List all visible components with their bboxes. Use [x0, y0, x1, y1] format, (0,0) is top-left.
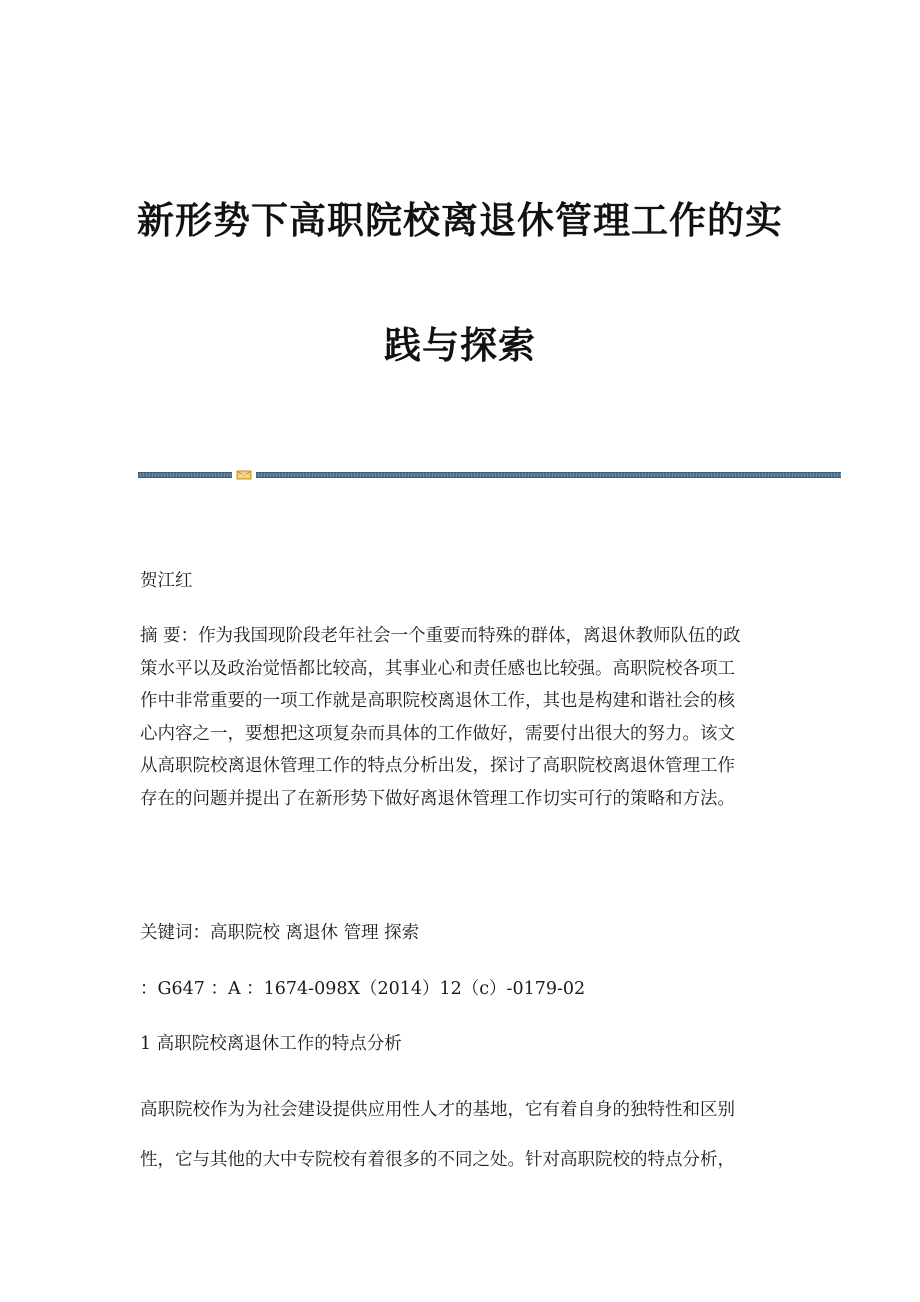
document-title-line-1: 新形势下高职院校离退休管理工作的实 [137, 199, 783, 242]
body-line: 性，它与其他的大中专院校有着很多的不同之处。针对高职院校的特点分析， [140, 1150, 735, 1170]
keywords: 关键词：高职院校 离退休 管理 探索 [140, 923, 420, 943]
abstract-line: 作中非常重要的一项工作就是高职院校离退休工作，其也是构建和谐社会的核 [140, 691, 735, 712]
divider-bar-left [138, 472, 232, 478]
section-heading: 1 高职院校离退休工作的特点分析 [140, 1034, 402, 1054]
abstract-line: 从高职院校离退休管理工作的特点分析出发，探讨了高职院校离退休管理工作 [140, 756, 735, 777]
title-divider [138, 469, 841, 481]
document-title-line-2: 践与探索 [384, 324, 536, 367]
abstract-line: 策水平以及政治觉悟都比较高，其事业心和责任感也比较强。高职院校各项工 [140, 658, 735, 679]
envelope-ornament-icon [236, 469, 252, 481]
abstract [140, 620, 790, 816]
author-name: 贺江红 [140, 571, 193, 591]
abstract-line: 心内容之一，要想把这项复杂而具体的工作做好，需要付出很大的努力。该文 [140, 723, 735, 744]
body-line: 高职院校作为为社会建设提供应用性人才的基地，它有着自身的独特性和区别 [140, 1100, 735, 1120]
abstract-line: 摘 要：作为我国现阶段老年社会一个重要而特殊的群体，离退休教师队伍的政 [140, 626, 741, 646]
abstract-line: 存在的问题并提出了在新形势下做好离退休管理工作切实可行的策略和方法。 [140, 788, 735, 809]
body-paragraph [140, 1085, 790, 1185]
classification-codes: ：G647 ：A ：1674-098X（2014）12（c）-0179-02 [140, 979, 586, 999]
divider-bar-right [256, 472, 841, 478]
